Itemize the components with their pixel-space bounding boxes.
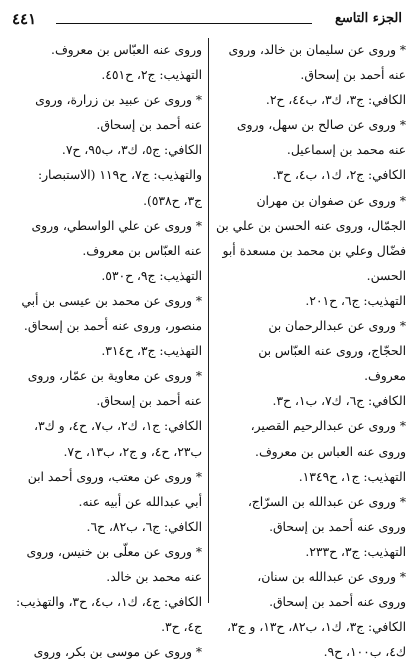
text-line: وروى عنه العبّاس بن معروف. [51,43,202,57]
page-number: ٤٤١ [12,10,37,28]
page-header [8,8,408,34]
header-rule [56,23,312,24]
text-line: منصور، وروى عنه أحمد بن إسحاق. [23,319,202,334]
text-line: الكافي: ج٦، ك٧، ب١، ح٣. [272,394,406,409]
text-line: عنه محمد بن خالد. [106,569,202,584]
text-line: التهذيب: ج٣، ح٢٣٣. [305,544,406,559]
text-line: الحسن. [366,268,406,283]
text-line: * وروى عن صفوان بن مهران [256,193,406,208]
text-line: والتهذيب: ج٧، ح١١٩ (الاستبصار: [37,168,202,183]
text-line: عنه أحمد بن إسحاق. [96,394,202,409]
text-line: * وروى عن عبدالله بن السرّاج، [247,494,406,509]
text-line: ب٢٣، ح٤، و ج٢، ب١٣، ح٧. [63,444,202,459]
text-line: عنه أحمد بن إسحاق. [300,68,406,83]
text-line: * وروى عن معاوية بن عمّار، وروى [27,369,202,384]
text-line: الكافي: ج٦، ب٨٢، ح٦. [86,519,202,534]
text-line: * وروى عن عبيد بن زرارة، وروى [35,93,202,108]
text-line: * وروى عن محمد بن عيسى بن أبي [21,293,202,308]
left-column [10,38,202,665]
text-line: التهذيب: ج٩، ح٥٣٠. [101,268,202,283]
text-line: معروف. [364,369,406,384]
text-line: ك٤، ب١٠٠، ح٩. [323,645,406,660]
text-line: ج٤، ح٣. [161,620,202,635]
text-line: وروى عنه أحمد بن إسحاق. [269,595,406,610]
text-line: * وروى عن معتب، وروى أحمد ابن [27,469,202,484]
text-line: * وروى عن عبدالرحمان بن [268,319,406,334]
text-line: * وروى عن سليمان بن خالد، وروى [228,43,406,57]
text-line: وروى عنه العباس بن معروف. [255,444,406,459]
text-line: عنه محمد بن إسماعيل. [286,143,406,158]
column-divider [208,38,209,603]
text-line: التهذيب: ج١، ح١٣٤٩. [298,469,406,484]
text-line: الكافي: ج١، ك٢، ب٧، ح٤، و ك٣، [33,419,202,434]
text-line: * وروى عن معلّى بن خنيس، وروى [26,544,202,559]
text-line: * وروى عن صالح بن سهل، وروى [236,118,406,133]
text-line: عنه أحمد بن إسحاق. [96,118,202,133]
text-line: الكافي: ج٥، ك٣، ب٩٥، ح٧. [61,143,202,158]
text-line: عنه العبّاس بن معروف. [82,243,202,258]
text-line: * وروى عن علي الواسطي، وروى [31,218,202,233]
text-line: فضّال وعلي بن محمد بن مسعدة أبو [222,243,406,258]
right-column [216,38,406,665]
text-line: الكافي: ج٣، ك٣، ب٤٤، ح٢. [265,93,406,108]
text-line: وروى عنه أحمد بن إسحاق. [269,519,406,534]
text-line: الكافي: ج٤، ك١، ب٤، ح٣، والتهذيب: [15,595,202,610]
text-line: * وروى عن موسى بن بكر، وروى [33,645,202,660]
text-line: أبي عبدالله عن أبيه عنه. [78,494,202,509]
text-line: * وروى عن عبدالله بن سنان، [257,569,406,584]
text-line: الكافي: ج٢، ك١، ب٤، ح٣. [272,168,406,183]
text-line: التهذيب: ج٣، ح٣١٤. [101,344,202,359]
text-line: التهذيب: ج٦، ح٢٠١. [305,293,406,308]
text-line: * وروى عن عبدالرحيم القصير، [250,419,406,434]
text-line: التهذيب: ج٢، ح٤٥١. [101,68,202,83]
text-line: الكافي: ج٣، ك١، ب٨٢، ح١٣، و ج٣، [226,620,406,635]
text-line: ج٣، ح٥٣٨). [143,193,202,208]
text-line: الجمّال، وروى عنه الحسن بن علي بن [216,218,406,233]
text-line: الحجّاج، وروى عنه العبّاس بن [258,344,406,359]
running-title: الجزء التاسع [334,11,402,26]
